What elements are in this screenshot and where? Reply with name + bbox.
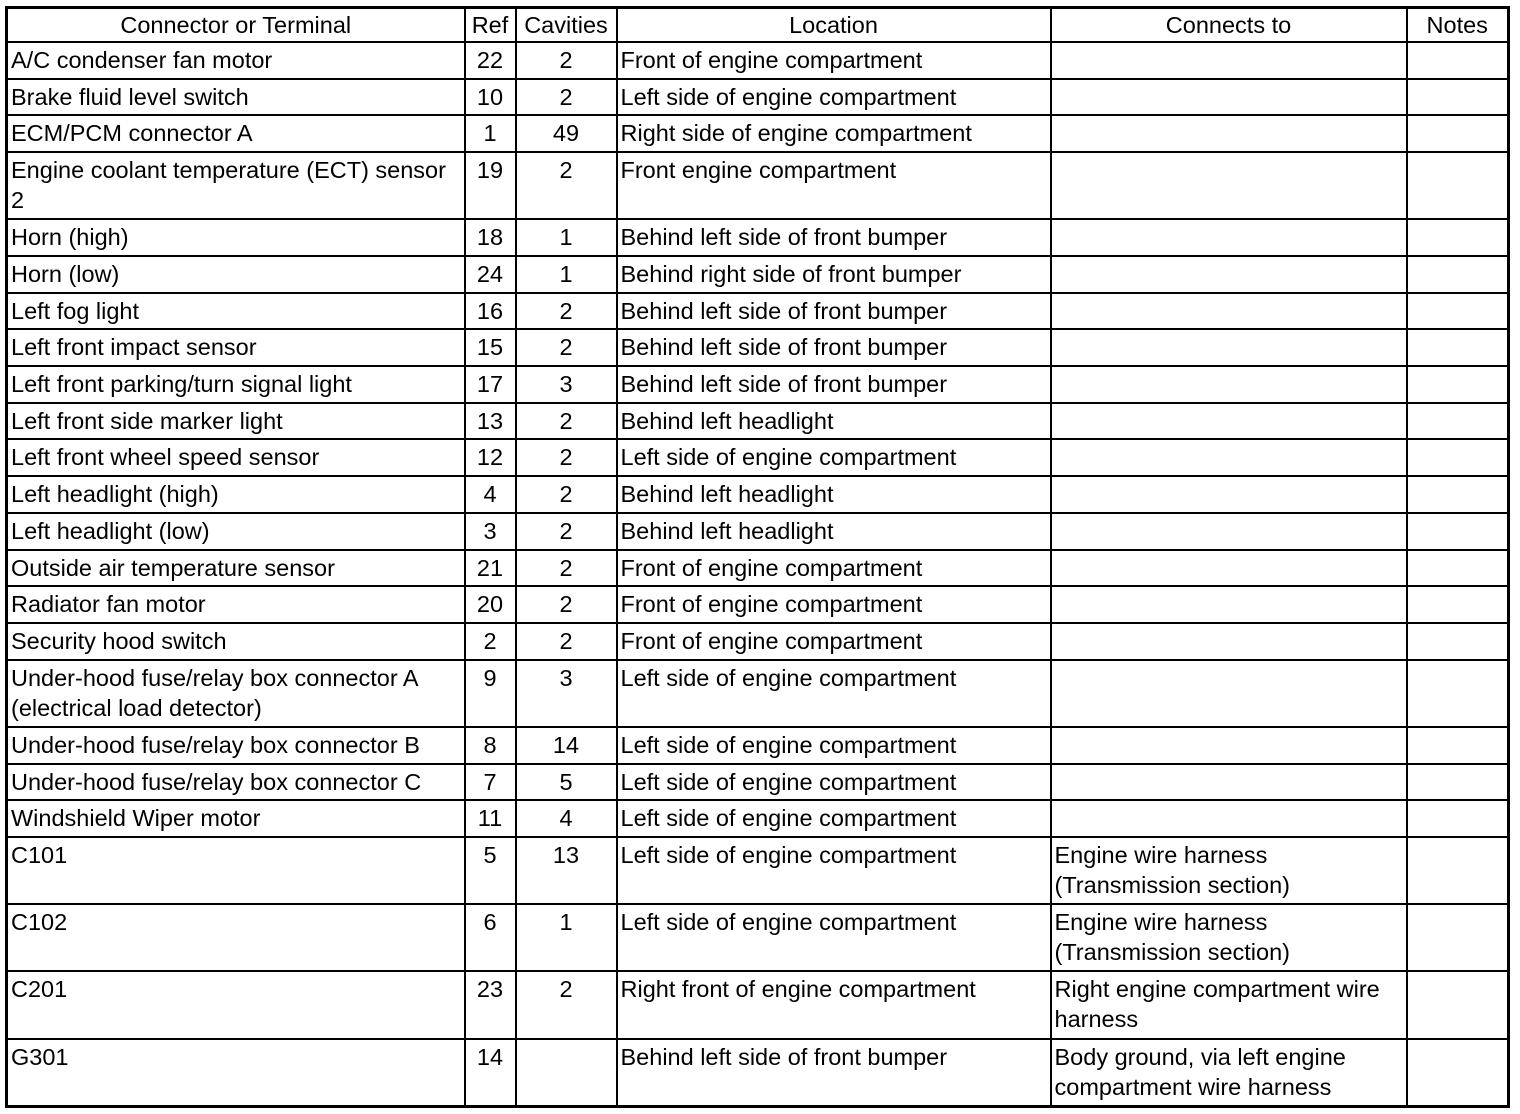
cell-cavities: 49 xyxy=(516,115,617,152)
cell-location: Behind left side of front bumper xyxy=(617,366,1051,403)
table-row xyxy=(7,727,1509,764)
cell-connector: Left front side marker light xyxy=(7,403,465,440)
table-row xyxy=(7,293,1509,330)
header-row xyxy=(7,8,1509,43)
cell-ref: 19 xyxy=(465,152,516,219)
cell-notes xyxy=(1407,115,1509,152)
cell-location: Front of engine compartment xyxy=(617,623,1051,660)
cell-connector: Under-hood fuse/relay box connector C xyxy=(7,764,465,801)
cell-notes xyxy=(1407,727,1509,764)
cell-notes xyxy=(1407,152,1509,219)
cell-location: Right side of engine compartment xyxy=(617,115,1051,152)
cell-location: Left side of engine compartment xyxy=(617,904,1051,971)
cell-connects-to: Right engine compartment wire harness xyxy=(1051,971,1407,1038)
cell-notes xyxy=(1407,293,1509,330)
cell-cavities: 2 xyxy=(516,42,617,79)
table-row xyxy=(7,971,1509,1038)
table-row xyxy=(7,79,1509,116)
cell-connects-to xyxy=(1051,476,1407,513)
cell-connector: Engine coolant temperature (ECT) sensor 2 xyxy=(7,152,465,219)
cell-connector: Radiator fan motor xyxy=(7,586,465,623)
table-row xyxy=(7,764,1509,801)
cell-ref: 10 xyxy=(465,79,516,116)
cell-connects-to xyxy=(1051,219,1407,256)
cell-connector: C201 xyxy=(7,971,465,1038)
cell-cavities: 1 xyxy=(516,256,617,293)
cell-notes xyxy=(1407,329,1509,366)
cell-ref: 21 xyxy=(465,550,516,587)
cell-connects-to xyxy=(1051,800,1407,837)
cell-cavities: 2 xyxy=(516,550,617,587)
cell-connects-to xyxy=(1051,550,1407,587)
cell-cavities: 2 xyxy=(516,152,617,219)
cell-ref: 20 xyxy=(465,586,516,623)
cell-ref: 9 xyxy=(465,660,516,727)
cell-location: Front of engine compartment xyxy=(617,550,1051,587)
table-row xyxy=(7,42,1509,79)
cell-notes xyxy=(1407,439,1509,476)
cell-cavities: 2 xyxy=(516,439,617,476)
cell-connects-to: Body ground, via left engine compartment wire harness xyxy=(1051,1039,1407,1107)
cell-ref: 5 xyxy=(465,837,516,904)
cell-ref: 2 xyxy=(465,623,516,660)
cell-notes xyxy=(1407,764,1509,801)
cell-connector: Left front impact sensor xyxy=(7,329,465,366)
header-connector: Connector or Terminal xyxy=(7,8,465,43)
cell-cavities: 2 xyxy=(516,623,617,660)
header-cavities: Cavities xyxy=(516,8,617,43)
cell-notes xyxy=(1407,837,1509,904)
cell-ref: 1 xyxy=(465,115,516,152)
cell-location: Left side of engine compartment xyxy=(617,837,1051,904)
cell-connector: Under-hood fuse/relay box connector A (electrical load detector) xyxy=(7,660,465,727)
cell-cavities: 1 xyxy=(516,904,617,971)
cell-location: Left side of engine compartment xyxy=(617,800,1051,837)
cell-location: Left side of engine compartment xyxy=(617,764,1051,801)
cell-cavities: 2 xyxy=(516,971,617,1038)
cell-connector: Windshield Wiper motor xyxy=(7,800,465,837)
cell-cavities: 2 xyxy=(516,293,617,330)
table-row xyxy=(7,366,1509,403)
cell-location: Front of engine compartment xyxy=(617,586,1051,623)
cell-location: Behind left side of front bumper xyxy=(617,293,1051,330)
cell-notes xyxy=(1407,800,1509,837)
table-row xyxy=(7,837,1509,904)
cell-connects-to xyxy=(1051,439,1407,476)
cell-connector: Brake fluid level switch xyxy=(7,79,465,116)
table-row xyxy=(7,513,1509,550)
cell-location: Front of engine compartment xyxy=(617,42,1051,79)
cell-location: Behind left headlight xyxy=(617,476,1051,513)
cell-cavities: 3 xyxy=(516,366,617,403)
cell-cavities: 13 xyxy=(516,837,617,904)
connector-table xyxy=(5,6,1510,1108)
cell-connects-to: Engine wire harness (Transmission section) xyxy=(1051,904,1407,971)
cell-connects-to xyxy=(1051,660,1407,727)
cell-connects-to xyxy=(1051,152,1407,219)
cell-connects-to xyxy=(1051,293,1407,330)
cell-location: Behind right side of front bumper xyxy=(617,256,1051,293)
cell-cavities: 2 xyxy=(516,513,617,550)
cell-ref: 8 xyxy=(465,727,516,764)
table-row xyxy=(7,586,1509,623)
table-row xyxy=(7,476,1509,513)
cell-connects-to xyxy=(1051,115,1407,152)
cell-ref: 18 xyxy=(465,219,516,256)
cell-connector: Left headlight (low) xyxy=(7,513,465,550)
cell-ref: 7 xyxy=(465,764,516,801)
cell-ref: 22 xyxy=(465,42,516,79)
cell-connects-to: Engine wire harness (Transmission section) xyxy=(1051,837,1407,904)
table-body xyxy=(7,42,1509,1107)
table-row xyxy=(7,800,1509,837)
cell-cavities: 4 xyxy=(516,800,617,837)
cell-connector: C102 xyxy=(7,904,465,971)
cell-cavities: 5 xyxy=(516,764,617,801)
cell-connector: C101 xyxy=(7,837,465,904)
cell-notes xyxy=(1407,660,1509,727)
cell-ref: 15 xyxy=(465,329,516,366)
cell-connects-to xyxy=(1051,623,1407,660)
cell-ref: 24 xyxy=(465,256,516,293)
cell-ref: 12 xyxy=(465,439,516,476)
cell-connects-to xyxy=(1051,403,1407,440)
cell-connector: Security hood switch xyxy=(7,623,465,660)
cell-notes xyxy=(1407,403,1509,440)
cell-ref: 13 xyxy=(465,403,516,440)
cell-connects-to xyxy=(1051,513,1407,550)
cell-connects-to xyxy=(1051,42,1407,79)
cell-cavities: 2 xyxy=(516,476,617,513)
cell-cavities: 2 xyxy=(516,329,617,366)
cell-connector: G301 xyxy=(7,1039,465,1107)
cell-connects-to xyxy=(1051,329,1407,366)
cell-ref: 3 xyxy=(465,513,516,550)
cell-ref: 11 xyxy=(465,800,516,837)
cell-ref: 14 xyxy=(465,1039,516,1107)
cell-connects-to xyxy=(1051,79,1407,116)
table-row xyxy=(7,115,1509,152)
cell-ref: 17 xyxy=(465,366,516,403)
table-row xyxy=(7,219,1509,256)
table-row xyxy=(7,152,1509,219)
cell-cavities: 14 xyxy=(516,727,617,764)
header-connects-to: Connects to xyxy=(1051,8,1407,43)
table-row xyxy=(7,329,1509,366)
cell-connector: ECM/PCM connector A xyxy=(7,115,465,152)
cell-location: Right front of engine compartment xyxy=(617,971,1051,1038)
cell-connects-to xyxy=(1051,366,1407,403)
cell-cavities xyxy=(516,1039,617,1107)
cell-notes xyxy=(1407,513,1509,550)
cell-notes xyxy=(1407,623,1509,660)
cell-notes xyxy=(1407,904,1509,971)
cell-ref: 6 xyxy=(465,904,516,971)
cell-ref: 23 xyxy=(465,971,516,1038)
cell-connector: Horn (high) xyxy=(7,219,465,256)
cell-connects-to xyxy=(1051,256,1407,293)
cell-cavities: 2 xyxy=(516,79,617,116)
cell-notes xyxy=(1407,550,1509,587)
cell-location: Behind left headlight xyxy=(617,403,1051,440)
table-row xyxy=(7,1039,1509,1107)
cell-location: Behind left side of front bumper xyxy=(617,329,1051,366)
cell-connector: Left fog light xyxy=(7,293,465,330)
cell-ref: 16 xyxy=(465,293,516,330)
cell-connector: Outside air temperature sensor xyxy=(7,550,465,587)
cell-location: Front engine compartment xyxy=(617,152,1051,219)
cell-connector: Horn (low) xyxy=(7,256,465,293)
cell-connector: A/C condenser fan motor xyxy=(7,42,465,79)
cell-location: Left side of engine compartment xyxy=(617,439,1051,476)
cell-connector: Under-hood fuse/relay box connector B xyxy=(7,727,465,764)
cell-notes xyxy=(1407,586,1509,623)
cell-connects-to xyxy=(1051,727,1407,764)
table-row xyxy=(7,904,1509,971)
table-row xyxy=(7,550,1509,587)
cell-notes xyxy=(1407,79,1509,116)
cell-location: Behind left side of front bumper xyxy=(617,219,1051,256)
cell-cavities: 2 xyxy=(516,586,617,623)
cell-cavities: 1 xyxy=(516,219,617,256)
cell-location: Left side of engine compartment xyxy=(617,660,1051,727)
cell-notes xyxy=(1407,219,1509,256)
table-row xyxy=(7,439,1509,476)
table-row xyxy=(7,403,1509,440)
cell-ref: 4 xyxy=(465,476,516,513)
cell-connector: Left front parking/turn signal light xyxy=(7,366,465,403)
cell-connects-to xyxy=(1051,586,1407,623)
cell-notes xyxy=(1407,1039,1509,1107)
cell-notes xyxy=(1407,366,1509,403)
cell-location: Behind left side of front bumper xyxy=(617,1039,1051,1107)
table-row xyxy=(7,256,1509,293)
cell-location: Left side of engine compartment xyxy=(617,727,1051,764)
cell-location: Behind left headlight xyxy=(617,513,1051,550)
cell-cavities: 2 xyxy=(516,403,617,440)
cell-notes xyxy=(1407,256,1509,293)
cell-notes xyxy=(1407,971,1509,1038)
header-location: Location xyxy=(617,8,1051,43)
cell-connector: Left headlight (high) xyxy=(7,476,465,513)
header-ref: Ref xyxy=(465,8,516,43)
table-row xyxy=(7,623,1509,660)
cell-location: Left side of engine compartment xyxy=(617,79,1051,116)
header-notes: Notes xyxy=(1407,8,1509,43)
cell-notes xyxy=(1407,42,1509,79)
cell-connects-to xyxy=(1051,764,1407,801)
cell-cavities: 3 xyxy=(516,660,617,727)
cell-notes xyxy=(1407,476,1509,513)
cell-connector: Left front wheel speed sensor xyxy=(7,439,465,476)
table-row xyxy=(7,660,1509,727)
